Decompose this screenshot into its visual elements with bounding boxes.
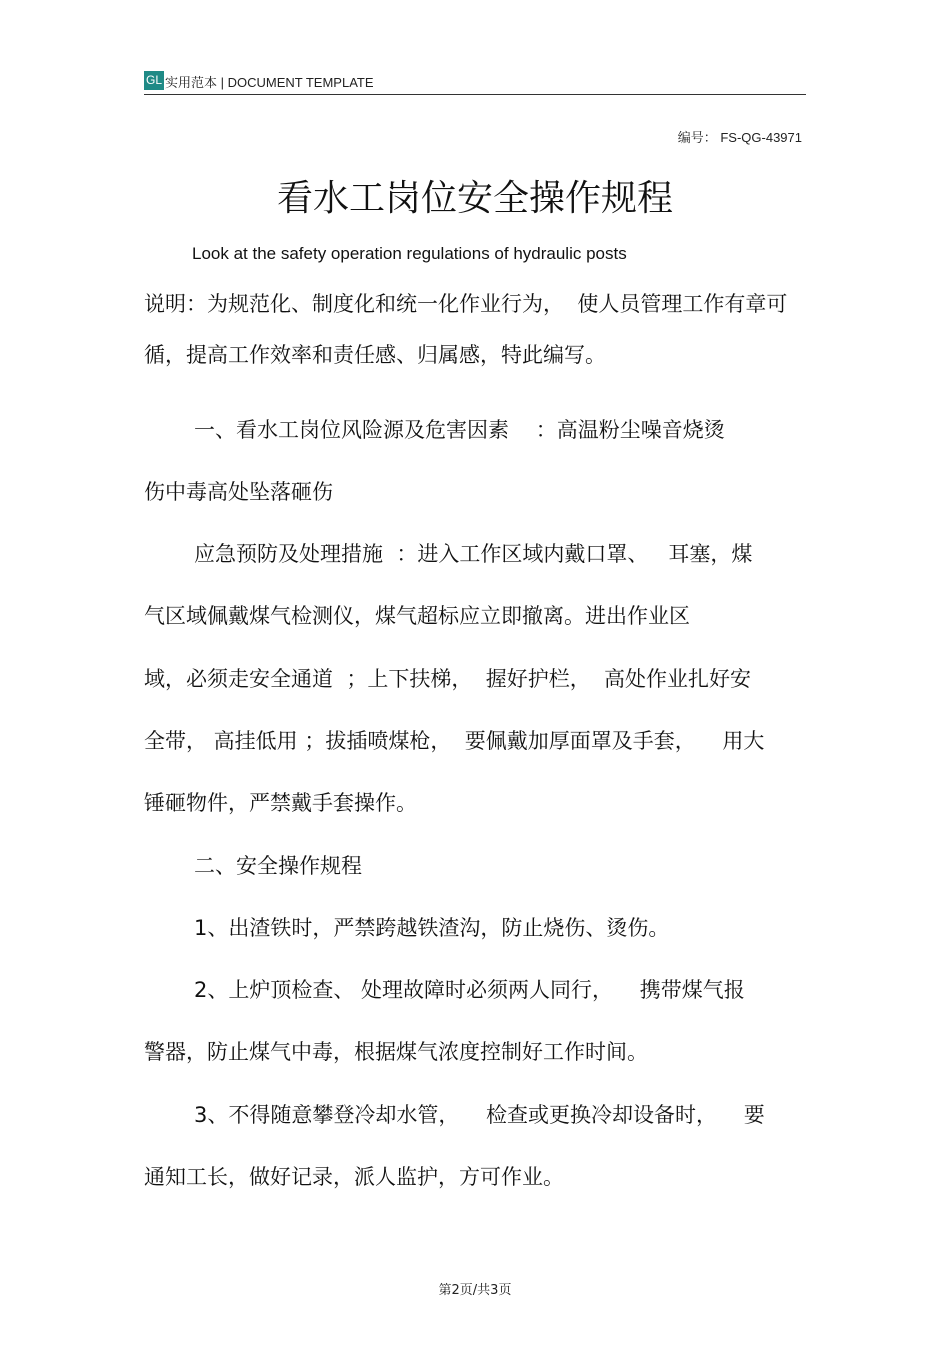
body-line: 锤砸物件，严禁戴手套操作。 [144, 791, 417, 815]
section-heading: 二、安全操作规程 [194, 854, 362, 878]
body-line: 警器，防止煤气中毒，根据煤气浓度控制好工作时间。 [144, 1040, 648, 1064]
body-line: 伤中毒高处坠落砸伤 [144, 480, 333, 504]
body-line: 一、看水工岗位风险源及危害因素 ：高温粉尘噪音烧烫 [194, 418, 725, 442]
body-line: 应急预防及处理措施 ：进入工作区域内戴口罩、 耳塞，煤 [194, 542, 753, 566]
page-number: 第2页/共3页 [438, 1283, 512, 1298]
page-header [144, 70, 806, 95]
document-number: 编号： FS-QG-43971 [677, 130, 802, 145]
header-label: 实用范本 | DOCUMENT TEMPLATE [165, 75, 374, 90]
list-item: 3、不得随意攀登冷却水管， 检查或更换冷却设备时， 要 [194, 1103, 765, 1127]
page-title: 看水工岗位安全操作规程 [276, 178, 673, 219]
list-item: 2、上炉顶检查、 处理故障时必须两人同行， 携带煤气报 [194, 978, 745, 1002]
body-line: 气区域佩戴煤气检测仪，煤气超标应立即撤离。进出作业区 [144, 604, 690, 628]
list-item: 1、出渣铁时，严禁跨越铁渣沟，防止烧伤、烫伤。 [194, 916, 670, 940]
body-line: 说明：为规范化、制度化和统一化作业行为， 使人员管理工作有章可 [144, 292, 788, 316]
body-line: 域，必须走安全通道 ；上下扶梯， 握好护栏， 高处作业扎好安 [144, 667, 752, 691]
body-line: 全带， 高挂低用 ；拔插喷煤枪， 要佩戴加厚面罩及手套， 用大 [144, 729, 765, 753]
body-line: 循，提高工作效率和责任感、归属感，特此编写。 [144, 343, 606, 367]
gl-logo: GL [144, 71, 164, 90]
body-line: 通知工长，做好记录，派人监护，方可作业。 [144, 1165, 564, 1189]
page-subtitle: Look at the safety operation regulations of hydraulic posts [192, 244, 627, 263]
